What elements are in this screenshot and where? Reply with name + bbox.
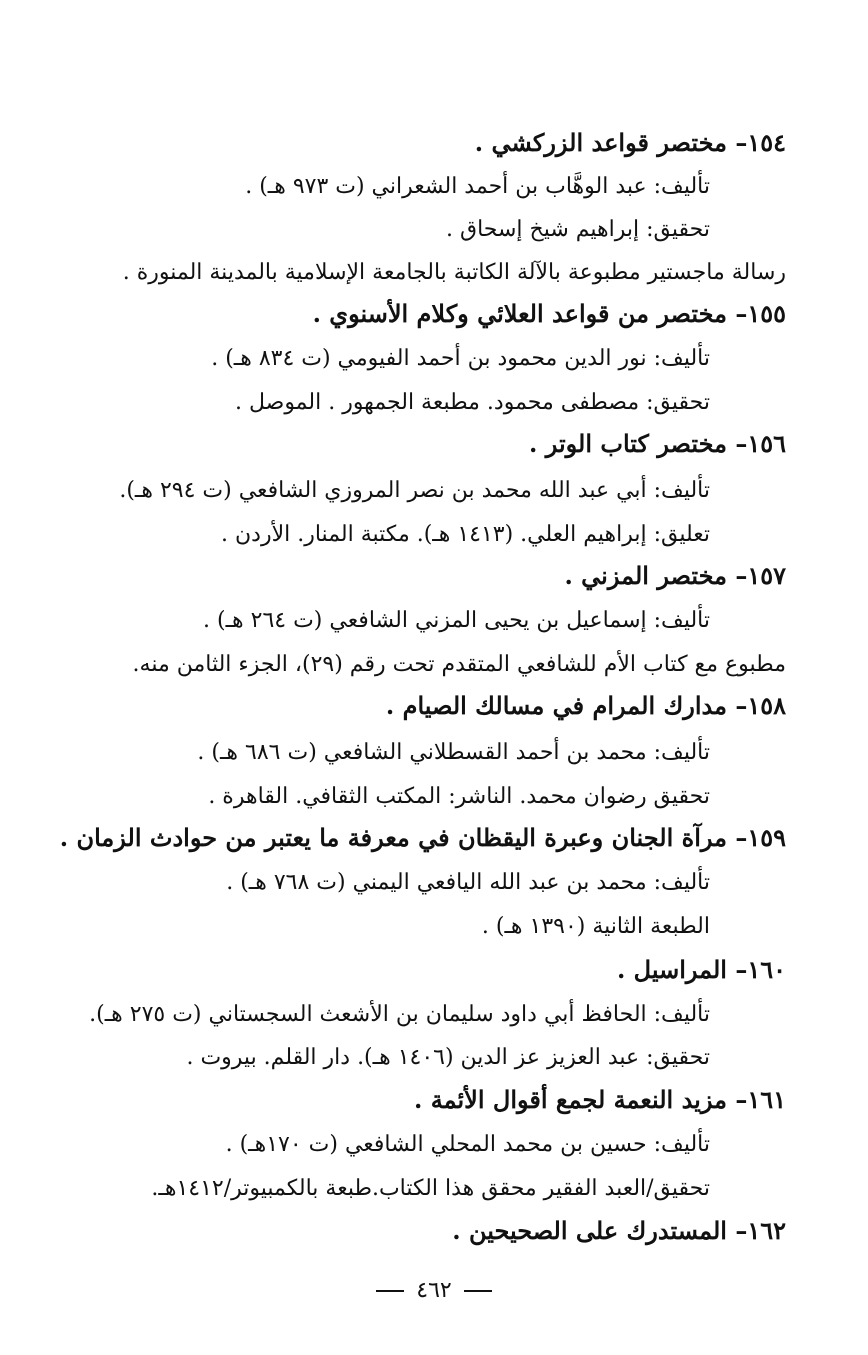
entry-title: المراسيل . — [616, 955, 727, 984]
entry-number: ١٥٤ — [747, 128, 786, 157]
entry-162-title-line: ١٦٢– المستدرك على الصحيحين . — [452, 1216, 786, 1245]
entry-159-author: تأليف: محمد بن عبد الله اليافعي اليمني (ت ٧٦٨ هـ) . — [226, 870, 710, 895]
page-number-footer — [0, 1276, 868, 1306]
entry-157-title-line: ١٥٧– مختصر المزني . — [564, 561, 786, 590]
entry-number: ١٦٢ — [747, 1216, 786, 1245]
entry-156-title-line: ١٥٦– مختصر كتاب الوتر . — [529, 429, 786, 458]
entry-number: ١٥٧ — [747, 561, 786, 590]
entry-number: ١٥٩ — [747, 823, 786, 852]
entry-160-editor: تحقيق: عبد العزيز عز الدين (١٤٠٦ هـ). دار القلم. بيروت . — [186, 1045, 710, 1070]
entry-title: مختصر من قواعد العلائي وكلام الأسنوي . — [312, 299, 727, 328]
entry-title: مدارك المرام في مسالك الصيام . — [385, 691, 727, 720]
entry-title: مختصر قواعد الزركشي . — [474, 128, 727, 157]
entry-158-editor: تحقيق رضوان محمد. الناشر: المكتب الثقافي. القاهرة . — [208, 784, 710, 809]
entry-number: ١٥٦ — [747, 429, 786, 458]
entry-number: ١٥٨ — [747, 691, 786, 720]
entry-156-editor: تعليق: إبراهيم العلي. (١٤١٣ هـ). مكتبة المنار. الأردن . — [221, 522, 710, 547]
entry-159-title-line: ١٥٩– مرآة الجنان وعبرة اليقظان في معرفة ما يعتبر من حوادث الزمان . — [59, 823, 786, 852]
entry-159-edition: الطبعة الثانية (١٣٩٠ هـ) . — [481, 914, 710, 939]
entry-title: مختصر المزني . — [564, 561, 727, 590]
entry-title: مرآة الجنان وعبرة اليقظان في معرفة ما يعتبر من حوادث الزمان . — [59, 823, 727, 852]
entry-156-author: تأليف: أبي عبد الله محمد بن نصر المروزي الشافعي (ت ٢٩٤ هـ). — [119, 478, 710, 503]
entry-title: المستدرك على الصحيحين . — [452, 1216, 727, 1245]
entry-160-author: تأليف: الحافظ أبي داود سليمان بن الأشعث السجستاني (ت ٢٧٥ هـ). — [89, 1002, 710, 1027]
entry-158-title-line: ١٥٨– مدارك المرام في مسالك الصيام . — [385, 691, 786, 720]
entry-title: مزيد النعمة لجمع أقوال الأئمة . — [414, 1085, 727, 1114]
entry-160-title-line: ١٦٠– المراسيل . — [616, 955, 786, 984]
footer-dash — [464, 1290, 492, 1292]
entry-title: مختصر كتاب الوتر . — [529, 429, 727, 458]
entry-155-editor: تحقيق: مصطفى محمود. مطبعة الجمهور . الموصل . — [234, 390, 710, 415]
entry-158-author: تأليف: محمد بن أحمد القسطلاني الشافعي (ت ٦٨٦ هـ) . — [197, 740, 710, 765]
entry-161-editor: تحقيق/العبد الفقير محقق هذا الكتاب.طبعة بالكمبيوتر/١٤١٢هـ. — [151, 1176, 710, 1201]
entry-number: ١٦١ — [747, 1085, 786, 1114]
entry-number: ١٥٥ — [747, 299, 786, 328]
entry-154-editor: تحقيق: إبراهيم شيخ إسحاق . — [446, 217, 710, 242]
entry-154-author: تأليف: عبد الوهَّاب بن أحمد الشعراني (ت ٩٧٣ هـ) . — [245, 174, 710, 199]
footer-dash — [376, 1290, 404, 1292]
entry-155-title-line: ١٥٥– مختصر من قواعد العلائي وكلام الأسنوي . — [312, 299, 786, 328]
entry-161-author: تأليف: حسين بن محمد المحلي الشافعي (ت ١٧٠هـ) . — [225, 1132, 710, 1157]
entry-157-note: مطبوع مع كتاب الأم للشافعي المتقدم تحت رقم (٢٩)، الجزء الثامن منه. — [132, 652, 786, 677]
entry-154-note: رسالة ماجستير مطبوعة بالآلة الكاتبة بالجامعة الإسلامية بالمدينة المنورة . — [122, 260, 786, 285]
entry-number: ١٦٠ — [747, 955, 786, 984]
entry-157-author: تأليف: إسماعيل بن يحيى المزني الشافعي (ت ٢٦٤ هـ) . — [203, 608, 710, 633]
entry-154-title-line: ١٥٤– مختصر قواعد الزركشي . — [474, 128, 786, 157]
page-number: ٤٦٢ — [416, 1278, 452, 1303]
entry-155-author: تأليف: نور الدين محمود بن أحمد الفيومي (ت ٨٣٤ هـ) . — [211, 346, 710, 371]
entry-161-title-line: ١٦١– مزيد النعمة لجمع أقوال الأئمة . — [414, 1085, 786, 1114]
